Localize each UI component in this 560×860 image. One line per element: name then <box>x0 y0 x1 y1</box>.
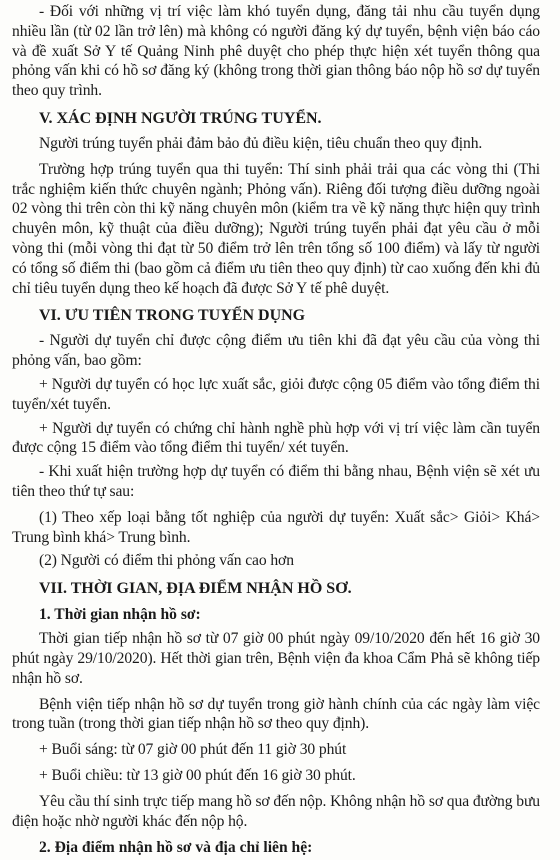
paragraph-excellent-grades: + Người dự tuyển có học lực xuất sắc, giỏi được cộng 05 điểm vào tổng điểm thi tuyển/xét tuyển. <box>12 375 540 413</box>
paragraph-hard-to-recruit: - Đối với những vị trí việc làm khó tuyển dụng, đăng tải nhu cầu tuyển dụng nhiều lần (từ 02 lần trở lên) mà không có người đăng ký dự tuyển, bệnh viện báo cáo và đề xuất Sở Y tế Quảng Ninh phê duyệt cho phép thực hiện xét tuyển thông qua phỏng vấn khi có hồ sơ đăng ký (không trong thời gian thông báo nộp hồ sơ dự tuyển theo quy trình. <box>12 3 540 100</box>
section-heading-v: V. XÁC ĐỊNH NGƯỜI TRÚNG TUYỂN. <box>39 109 322 127</box>
subheading-submission-time: 1. Thời gian nhận hồ sơ: <box>39 606 201 624</box>
paragraph-afternoon-hours: + Buổi chiều: từ 13 giờ 00 phút đến 16 giờ 30 phút. <box>39 766 356 784</box>
paragraph-submission-period: Thời gian tiếp nhận hồ sơ từ 07 giờ 00 phút ngày 09/10/2020 đến hết 16 giờ 30 phút ngày 29/10/2020). Hết thời gian trên, Bệnh viện đa khoa Cẩm Phả sẽ không tiếp nhận hồ sơ. <box>12 630 540 687</box>
paragraph-exam-rounds: Trường hợp trúng tuyển qua thi tuyển: Thí sinh phải trải qua các vòng thi (Thi trắc nghiệm kiến thức chuyên ngành; Phỏng vấn). Riêng đối tượng điều dưỡng ngoài 02 vòng thi trên còn thi kỹ năng chuyên môn (kiểm tra về kỹ năng thực hiện quy trình chuyên môn, kỹ thuật của điều dưỡng); Người trúng tuyển phải đạt yêu cầu ở mỗi vòng thi (mỗi vòng thi đạt từ 50 điểm trở lên trên tổng số 100 điểm) và lấy từ người có tổng số điểm thi (bao gồm cả điểm ưu tiên theo quy định) từ cao xuống đến khi đủ chỉ tiêu tuyển dụng theo kế hoạch đã được Sở Y tế phê duyệt. <box>12 160 540 297</box>
section-heading-vi: VI. ƯU TIÊN TRONG TUYỂN DỤNG <box>39 307 306 325</box>
paragraph-equal-scores: - Khi xuất hiện trường hợp dự tuyển có điểm thi bằng nhau, Bệnh viện sẽ xét ưu tiên theo thứ tự sau: <box>12 463 540 500</box>
paragraph-practice-certificate: + Người dự tuyển có chứng chỉ hành nghề phù hợp với vị trí việc làm cần tuyển được cộng 15 điểm vào tổng điểm thi tuyển/ xét tuyển. <box>12 419 540 457</box>
paragraph-submit-in-person: Yêu cầu thí sinh trực tiếp mang hồ sơ đến nộp. Không nhận hồ sơ qua đường bưu điện hoặc nhờ người khác đến nộp hộ. <box>12 792 540 830</box>
section-heading-vii: VII. THỜI GIAN, ĐỊA ĐIỂM NHẬN HỒ SƠ. <box>39 580 352 598</box>
paragraph-morning-hours: + Buổi sáng: từ 07 giờ 00 phút đến 11 giờ 30 phút <box>39 741 347 759</box>
paragraph-eligibility: Người trúng tuyển phải đảm bảo đủ điều kiện, tiêu chuẩn theo quy định. <box>39 134 483 152</box>
paragraph-graduation-ranking: (1) Theo xếp loại bằng tốt nghiệp của người dự tuyển: Xuất sắc> Giỏi> Khá> Trung bình khá> Trung bình. <box>12 508 540 546</box>
subheading-submission-location: 2. Địa điểm nhận hồ sơ và địa chỉ liên hệ: <box>39 839 313 857</box>
paragraph-office-hours: Bệnh viện tiếp nhận hồ sơ dự tuyển trong giờ hành chính của các ngày làm việc trong tuần (trong thời gian tiếp nhận hồ sơ theo quy định). <box>12 695 540 733</box>
paragraph-priority-points: - Người dự tuyển chỉ được cộng điểm ưu tiên khi đã đạt yêu cầu của vòng thi phỏng vấn, bao gồm: <box>12 332 540 370</box>
paragraph-interview-score: (2) Người có điểm thi phỏng vấn cao hơn <box>39 552 294 570</box>
